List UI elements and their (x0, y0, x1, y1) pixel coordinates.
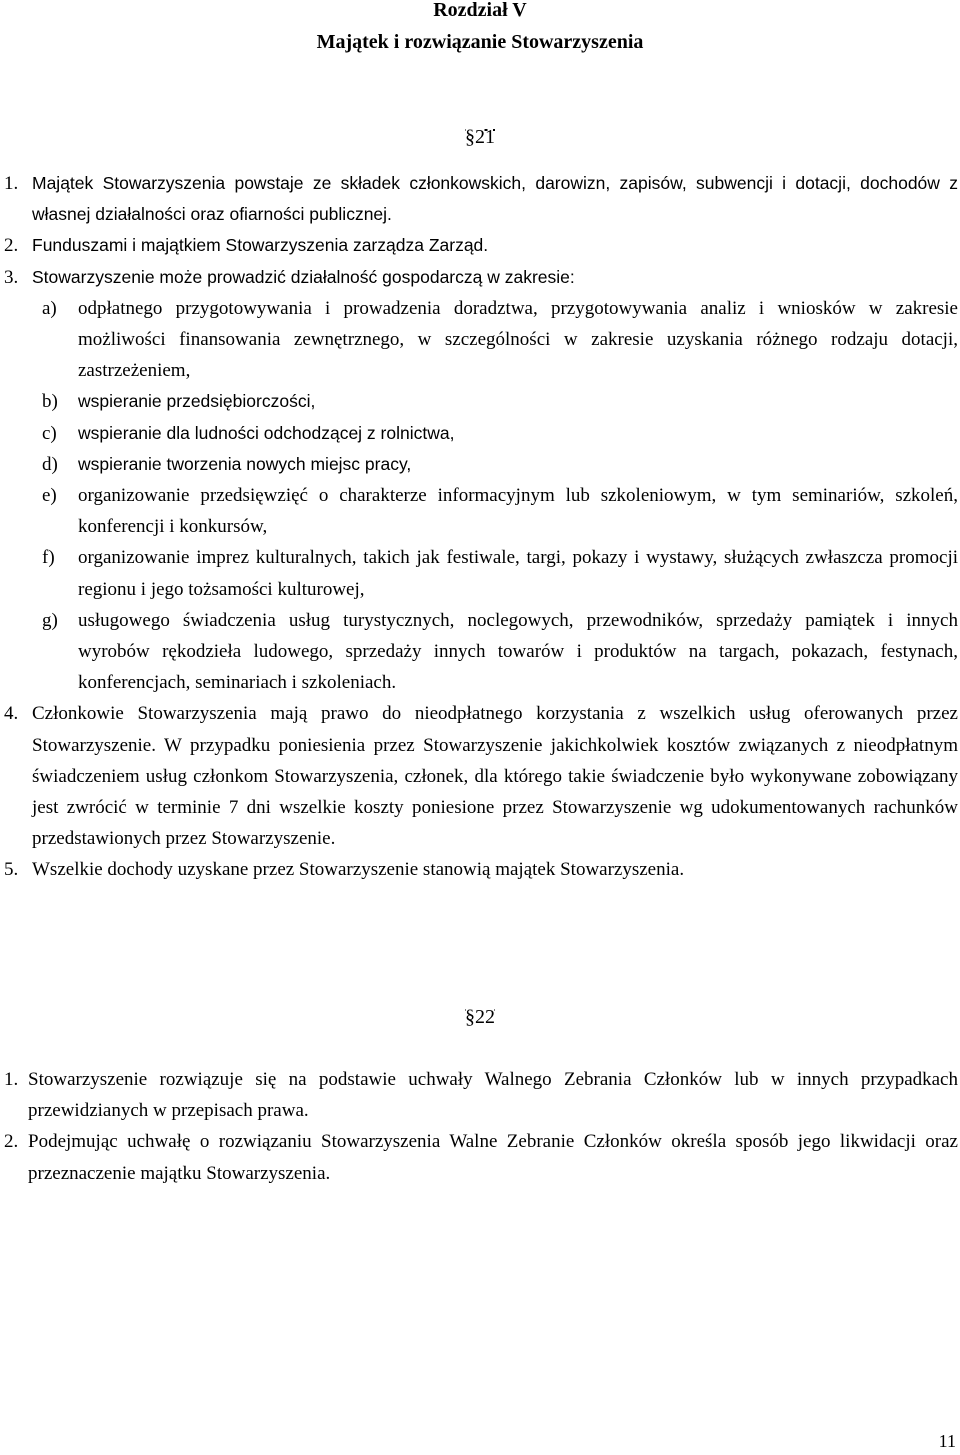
item-text: Członkowie Stowarzyszenia mają prawo do nieodpłatnego korzystania z wszelkich usług oferowanych przez Stowarzyszenie. W przypadku poniesienia przez Stowarzyszenie jakichkolwiek kosztów związanych z nieodpłatnym świadczeniem usług członkom Stowarzyszenia, członek, dla którego takie świadczenie było wykonywane zobowiązany jest zwrócić w terminie 7 dni wszelkie koszty poniesione przez Stowarzyszenie wg udokumentowanych rachunków przedstawionych przez Stowarzyszenie. (32, 703, 958, 850)
sublist-letter: e) (42, 485, 57, 507)
page-number: 11 (938, 1431, 956, 1451)
item-text: Podejmując uchwałę o rozwiązaniu Stowarzyszenia Walne Zebranie Członków określa sposób jego likwidacji oraz przeznaczenie majątku Stowarzyszenia. (28, 1131, 958, 1184)
list-item (4, 854, 958, 885)
sublist-item (4, 449, 958, 480)
item-text: Majątek Stowarzyszenia powstaje ze składek członkowskich, darowizn, zapisów, subwencji i dotacji, dochodów z własnej działalności oraz ofiarności publicznej. (32, 173, 958, 225)
list-item (4, 230, 958, 261)
sublist-item (4, 605, 958, 699)
sublist-text: wspieranie tworzenia nowych miejsc pracy, (78, 453, 412, 474)
sublist-item (4, 542, 958, 604)
list-item (4, 1064, 958, 1126)
section-22-list (4, 1064, 958, 1189)
section-21-list (4, 168, 958, 886)
item-number: 2. (4, 235, 19, 257)
sublist-letter: d) (42, 453, 58, 475)
item-text: Stowarzyszenie rozwiązuje się na podstawie uchwały Walnego Zebrania Członków lub w innych przypadkach przewidzianych w przepisach prawa. (28, 1069, 958, 1122)
sublist-letter: a) (42, 297, 57, 319)
sublist-item (4, 418, 958, 449)
sublist-letter: g) (42, 609, 58, 631)
sublist-text: odpłatnego przygotowywania i prowadzenia doradztwa, przygotowywania analiz i wniosków w zakresie możliwości finansowania zewnętrznego, w szczególności w zakresie uzyskania różnego rodzaju dotacji, zastrzeżeniem, (78, 297, 958, 382)
item-number: 1. (4, 173, 19, 194)
sublist-letter: b) (42, 391, 58, 413)
list-item (4, 1126, 958, 1188)
list-item (4, 262, 958, 699)
section-22-number: §22 (465, 1006, 495, 1028)
sublist-item (4, 386, 958, 417)
item-number: 4. (4, 703, 19, 725)
item-number: 2. (4, 1131, 19, 1153)
sublist (4, 293, 958, 699)
item-number: 3. (4, 266, 19, 288)
sublist-text: wspieranie dla ludności odchodzącej z rolnictwa, (78, 422, 455, 443)
sublist-item (4, 480, 958, 542)
sublist-text: usługowego świadczenia usług turystycznych, noclegowych, przewodników, sprzedaży pamiątek i innych wyrobów rękodzieła ludowego, sprzedaży innych towarów i produktów na targach, pokazach, festynach, konferencjach, seminariach i szkoleniach. (78, 609, 958, 694)
chapter-heading (0, 0, 960, 58)
chapter-subtitle: Majątek i rozwiązanie Stowarzyszenia (316, 31, 644, 53)
item-text: Wszelkie dochody uzyskane przez Stowarzyszenie stanowią majątek Stowarzyszenia. (32, 859, 685, 881)
item-text: Stowarzyszenie może prowadzić działalność gospodarczą w zakresie: (32, 266, 575, 287)
sublist-letter: c) (42, 422, 57, 444)
section-21-number: §21 (465, 126, 495, 148)
item-number: 5. (4, 859, 19, 881)
sublist-text: organizowanie imprez kulturalnych, takich jak festiwale, targi, pokazy i wystawy, służących zwłaszcza promocji regionu i jego tożsamości kulturowej, (78, 547, 958, 600)
sublist-letter: f) (42, 547, 55, 569)
chapter-title: Rozdział V (433, 0, 527, 21)
item-text: Funduszami i majątkiem Stowarzyszenia zarządza Zarząd. (32, 235, 489, 256)
item-number: 1. (4, 1069, 19, 1090)
list-item (4, 168, 958, 230)
list-item (4, 698, 958, 854)
sublist-text: organizowanie przedsięwzięć o charakterze informacyjnym lub szkoleniowym, w tym seminariów, szkoleń, konferencji i konkursów, (78, 485, 958, 538)
sublist-item (4, 293, 958, 387)
sublist-text: wspieranie przedsiębiorczości, (78, 391, 316, 412)
